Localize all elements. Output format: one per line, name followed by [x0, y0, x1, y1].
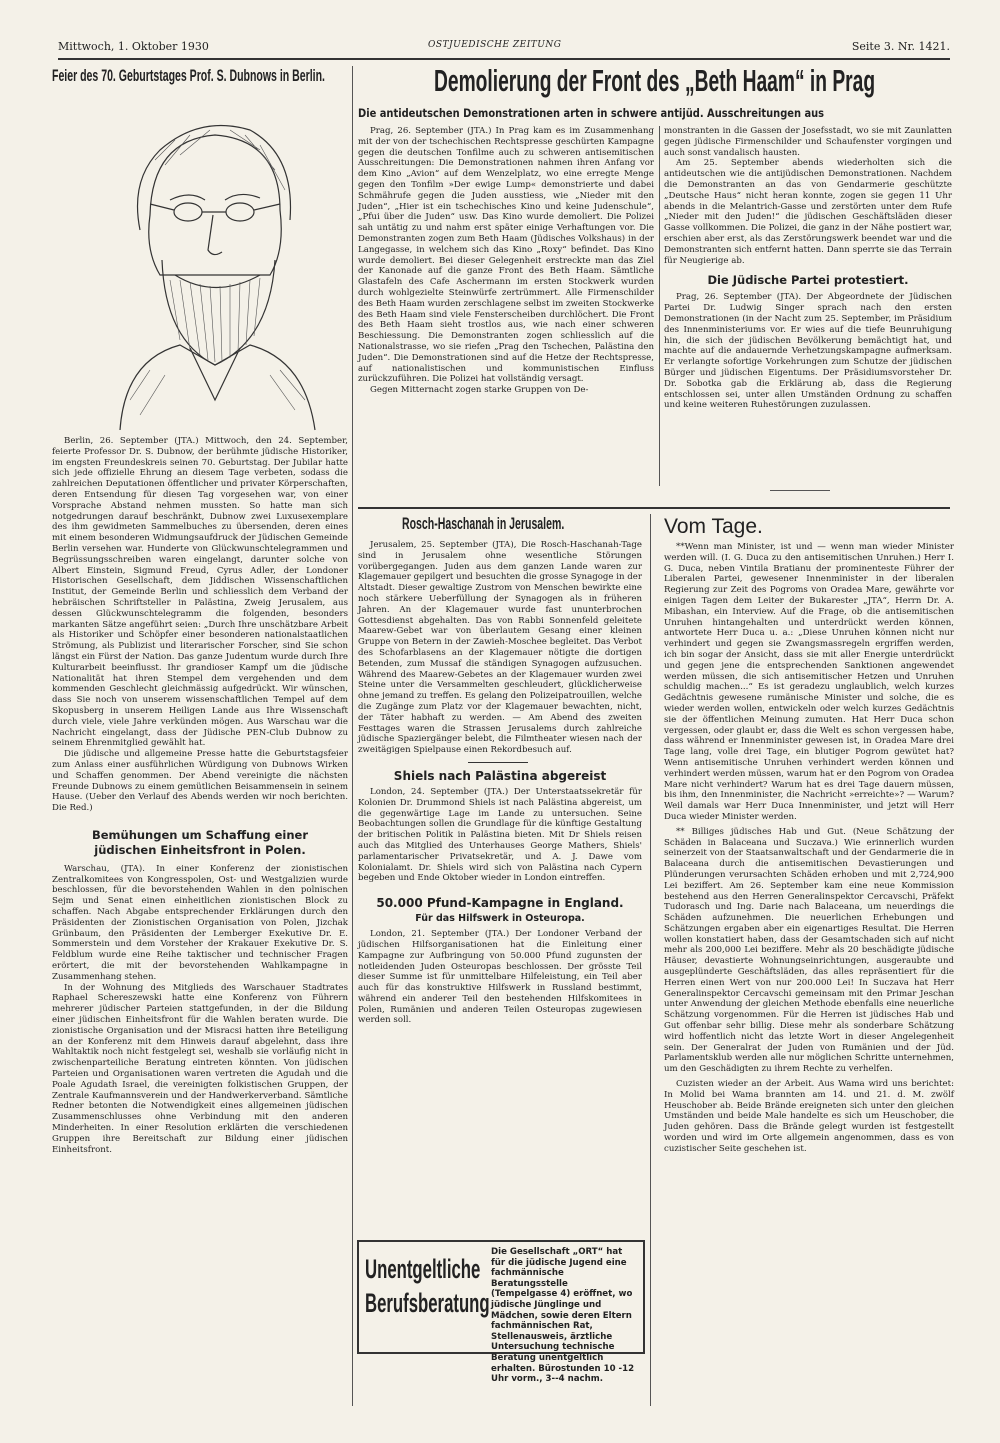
ort-advertisement — [357, 1240, 645, 1385]
section-rule — [358, 507, 950, 509]
party-protest-headline: Die Jüdische Partei protestiert. — [707, 273, 909, 288]
ad-body: Die Gesellschaft „ORT“ hat für die jüdische Jugend eine fachmännische Beratungsstelle (Tempelgasse 4) eröffnet, wo jüdische Jünglinge und Mädchen, sowie deren Eltern fachmännischen Rat, Stellenausweis, ärztliche Untersuchung technische Beratung unentgeltlich erhalten. Bürostunden 10 -12 Uhr vorm., 3--4 nachm. — [491, 1247, 635, 1385]
header-page-number: Seite 3. Nr. 1421. — [851, 40, 950, 53]
rosch-haschanah-headline: Rosch-Haschanah in Jerusalem. — [402, 514, 565, 533]
middle-column — [358, 514, 642, 1234]
prague-paragraph-3: monstranten in die Gassen der Josefsstadt, wo sie mit Zaunlatten gegen jüdische Firmenschilder und Schaufenster vorgingen und auch sonst vandalisch hausten. — [664, 126, 952, 158]
article-divider — [468, 762, 528, 763]
prague-headline: Demolierung der Front des „Beth Haam“ in Prag — [434, 63, 876, 98]
column-divider-top — [659, 126, 660, 486]
prague-headline-wrap — [362, 64, 952, 98]
header-masthead: OSTJUEDISCHE ZEITUNG — [428, 40, 562, 50]
prague-subheadline: Die antideutschen Demonstrationen arten in schwere antijüd. Ausschreitungen aus — [358, 106, 825, 120]
left-column-text — [52, 436, 348, 1406]
dubnow-paragraph-1: Berlin, 26. September (JTA.) Mittwoch, den 24. September, feierte Professor Dr. S. Dubnow, der berühmte jüdische Historiker, im engsten Freundeskreis seinen 70. Geburtstag. Der Jubilar hatte sich jede offizielle Ehrung an diesem Tage verbeten, sodass die zahlreichen Deputationen öffentlicher und privater Körperschaften, deren Entsendung für diesen Tag vorgesehen war, von einer Vorsprache Abstand nehmen mussten. So hatte man sich notgedrungen darauf beschränkt, Dubnow zwei Luxusexemplare des ihm gewidmeten Sammelbuches zu übersenden, deren eines mit einem besonderen Widmungsaufdruck der Jüdischen Gemeinde Berlin versehen war. Hunderte von Glückwunschtelegrammen und Begrüssungsschreiben waren eingelangt, darunter solche von Albert Einstein, Sigmund Freud, Cyrus Adler, der Londoner Historischen Gesellschaft, dem Jiddischen Wissenschaftlichen Institut, der Gemeinde Berlin und schliesslich dem Verband der hebräischen Schriftsteller in Palästina, Zweig Jerusalem, aus dessen Glückwunschtelegramm die folgenden, besonders markanten Sätze angeführt seien: „Durch Ihre unschätzbare Arbeit als Historiker und Schöpfer einer besonderen nationalstaatlichen Strömung, als Publizist und literarischer Forscher, sind Sie schon längst ein Fürst der Nation. Das ganze Judentum wurde durch Ihre Kulturarbeit beeinflusst. Ihr grandioser Kampf um die jüdische Nationalität hat ihren Stempel dem vergehenden und dem kommenden Geschlecht gleichmässig aufgedrückt. Wir wünschen, dass Sie noch von unserem wissenschaftlichen Tempel auf dem Skopusberg in unserem Heiligen Lande aus Ihre Wissenschaft durch viele, viele Jahre verkünden mögen. Aus Warschau war die Nachricht eingelangt, dass der Jüdische PEN-Club Dubnow zu seinem Ehrenmitglied gewählt hat. — [52, 436, 348, 749]
rosch-haschanah-paragraph: Jerusalem, 25. September (JTA), Die Rosch-Haschanah-Tage sind in Jerusalem ohne wesentliche Störungen vorübergegangen. Juden aus dem ganzen Lande waren zur Klagemauer gepilgert und besuchten die grosse Synagoge in der Altstadt. Dieser gewaltige Zustrom von Menschen bewirkte eine noch stärkere Ueberfüllung der Synagogen als in früheren Jahren. An der Klagemauer wurde fast ununterbrochen Gottesdienst abgehalten. Das von Rabbi Sonnenfeld geleitete Maarew-Gebet war von überlautem Gesang einer kleinen Gruppe von Betern in der Zawieh-Moschee begleitet. Das Verbot des Schofarblasens an der Klagemauer nötigte die dortigen Betenden, zum Mussaf die ständigen Synagogen aufzusuchen. Während des Maarew-Gebetes an der Klagemauer wurden zwei Steine unter die Versammelten geschleudert, glücklicherweise ohne jemand zu treffen. Es gelang den Polizeipatrouillen, welche die Zugänge zum Platz vor der Klagemauer bewachten, nicht, der Täter habhaft zu werden. — Am Abend des zweiten Festtages waren die Strassen Jerusalems durch zahlreiche jüdische Spaziergänger belebt, die Filmtheater wiesen nach der zweitägigen Spielpause einen Rekordbesuch auf. — [358, 540, 642, 756]
header-date: Mittwoch, 1. Oktober 1930 — [58, 40, 209, 53]
column-divider-right — [650, 514, 651, 1406]
prague-column-2 — [664, 126, 952, 488]
campaign-headline: 50.000 Pfund-Kampagne in England. — [376, 896, 624, 911]
campaign-paragraph: London, 21. September (JTA.) Der Londoner Verband der jüdischen Hilfsorganisationen hat die Einleitung einer Kampagne zur Aufbringung von 50.000 Pfund zugunsten der notleidenden Juden Osteuropas beschlossen. Der grösste Teil dieser Summe ist für unmittelbare Hilfeleistung, ein Teil aber auch für das konstruktive Hilfswerk in Russland bestimmt, während ein anderer Teil den bestehenden Hilfskomitees in Polen, Rumänien und anderen Teilen Osteuropas zugewiesen werden soll. — [358, 929, 642, 1026]
page-header — [58, 36, 950, 58]
prague-column-1 — [358, 126, 654, 504]
dubnow-paragraph-2: Die jüdische und allgemeine Presse hatte die Geburtstagsfeier zum Anlass einer ausführlichen Würdigung von Dubnows Wirken und Schaffen genommen. Der Abend vereinigte die nächsten Freunde Dubnows zu einem gemütlichen Beisammensein in seinem Hause. (Ueber den Verlauf des Abends werden wir noch berichten. Die Red.) — [52, 749, 348, 814]
balaceana-paragraph: ** Billiges jüdisches Hab und Gut. (Neue Schätzung der Schäden in Balaceana und Suczava.) Wie erinnerlich wurden seinerzeit von der Staatsanwaltschaft und der Gendarmerie die in Balaceana durch die antisemitischen Devastierungen und Plünderungen verursachten Schäden erhoben und mit 2,724,900 Lei beziffert. Am 26. September kam eine neue Kommission bestehend aus den Herren Generalinspektor Cercavschi, Präfekt Tudorasch und Ing. Darie nach Balaceana, um neuerdings die Schäden aufzunehmen. Die neuerlichen Erhebungen und Schätzungen ergaben aber ein eigenartiges Resultat. Die Herren wollen konstatiert haben, dass der Gesamtschaden sich auf nicht mehr als 200,000 Lei beziffere. Mehr als 20 beschädigte jüdische Häuser, devastierte Wohnungseinrichtungen, ausgeraubte und ausgeplünderte Geschäftsläden, das alles repräsentiert für die Herren einen Wert von nur 200.000 Lei! In Suczava hat Herr Generalinspektor Cercavschi gemeinsam mit den Primar Jeschan unter Anwendung der gleichen Methode ebenfalls eine neuerliche Schätzung vorgenommen. Für die Herren ist jüdisches Hab und Gut offenbar sehr billig. Diese mehr als sonderbare Schätzung wird hoffentlich nicht das letzte Wort in dieser Angelegenheit sein. Der Generalrat der Juden von Rumänien und der Jüd. Parlamentsklub werden alle nur möglichen Schritte unternehmen, um den Geschädigten zu ihrem Rechte zu verhelfen. — [664, 826, 954, 1075]
dubnow-portrait — [80, 100, 342, 430]
right-column — [664, 514, 954, 1406]
duca-paragraph: **Wenn man Minister, ist und — wenn man wieder Minister werden will. (I. G. Duca zu den antisemitischen Unruhen.) Herr I. G. Duca, neben Vintila Bratianu der prominenteste Führer der Liberalen Partei, gewesener Innenminister in der liberalen Regierung zur Zeit des Pogroms von Oradea Mare, gewährte vor einigen Tagen dem Leiter der Bukarester „JTA“, Herrn Dr. A. Mibashan, ein Interview. Auf die Frage, ob die antisemitischen Unruhen hintangehalten und unterdrückt werden können, antwortete Herr Duca u. a.: „Diese Unruhen können nicht nur verhindert und gegen sie Zwangsmassregeln ergriffen werden, ich bin sogar der Ansicht, dass sie mit aller Energie unterdrückt und gegen jene die entsprechenden Sanktionen angewendet werden müssen, die sich antisemitischer Hetzen und Unruhen schuldig machen...“ Es ist geradezu unglaublich, welch kurzes Gedächtnis gewesene rumänische Minister und solche, die es wieder werden wollen, entwickeln oder welch kurzes Gedächtnis sie der öffentlichen Meinung zumuten. Hat Herr Duca schon vergessen, oder glaubt er, dass die Welt es schon vergessen habe, dass während er Innenminister gewesen ist, in Oradea Mare drei Tage lang, volle drei Tage, ein blutiger Pogrom gewütet hat? Wenn antisemitische Unruhen verhindert werden können und verhindert werden müssen, warum hat er den Pogrom von Oradea Mare nicht verhindert? Warum hat es drei Tage dauern müssen, bis ihm, den Innenminister, die Nachricht »erreichte»? — Warum? Weil damals war Herr Duca Innenminister, und jetzt will Herr Duca wieder Minister werden. — [664, 542, 954, 822]
prague-paragraph-4: Am 25. September abends wiederholten sich die antideutschen wie die antijüdischen Demonstrationen. Nachdem die Demonstranten an das von Gendarmerie geschützte „Deutsche Haus“ nicht heran konnte, zogen sie gegen 11 Uhr abends in die Melantrich-Gasse und zerstörten unter dem Rufe „Nieder mit den Juden!“ die jüdischen Geschäftsläden dieser Gasse vollkommen. Die Polizei, die ganz in der Nähe postiert war, erschien aber erst, als das Zerstörungswerk beendet war und die Demonstranten sich entfernt hatten. Dann sperrte sie das Terrain für Neugierige ab. — [664, 158, 952, 266]
prague-subheadline-wrap — [358, 106, 958, 122]
prague-paragraph-1: Prag, 26. September (JTA.) In Prag kam es im Zusammenhang mit der von der tschechischen Rechtspresse geschürten Kampagne gegen die deutschen Tonfilme auch zu schweren antisemitischen Ausschreitungen: Die Demonstrationen nahmen ihren Anfang vor dem Kino „Avion“ auf dem Wenzelplatz, wo eine erregte Menge gegen den Tonfilm »Der ewige Lump« demonstrierte und dabei Schmährufe gegen die Juden ausstiess, wie „Nieder mit den Juden“, „Hier ist ein tschechisches Kino und keine Judenschule“, „Pfui über die Juden“ usw. Das Kino wurde demoliert. Die Polizei sah untätig zu und nahm erst später einige Verhaftungen vor. Die Demonstranten zogen zum Beth Haam (Jüdisches Volkshaus) in der Langegasse, in welchem sich das Kino „Roxy“ befindet. Das Kino wurde demoliert. Bei dieser Gelegenheit erstreckte man das Ziel der Kanonade auf die ganze Front des Beth Haam. Sämtliche Glastafeln des Cafe Aschermann im ersten Stockwerk wurden durch wohlgezielte Steinwürfe zertrümmert. Alle Firmenschilder des Beth Haam wurden zerschlagene selbst im zweiten Stockwerke des Beth Haam sind viele Fensterscheiben durchlöchert. Die Front des Beth Haam sieht trostlos aus, wie nach einer schweren Beschiessung. Die Demonstranten zogen schliesslich auf die Nationalstrasse, wo sie riefen „Prag den Tschechen, Palästina den Juden“. Die Demonstrationen sind auf die Hetze der Rechtspresse, auf nationalistischen und kommunistischen Einfluss zurückzuführen. Die Polizei hat vollständig versagt. — [358, 126, 654, 385]
shiels-paragraph: London, 24. September (JTA.) Der Unterstaatssekretär für Kolonien Dr. Drummond Shiels ist nach Palästina abgereist, um die gegenwärtige Lage im Lande zu untersuchen. Seine Beobachtungen sollen die Grundlage für die künftige Gestaltung der britischen Politik in Palästina bieten. Mit Dr Shiels reisen auch das Mitglied des Unterhauses George Mathers, Shiels' parlamentarischer Privatsekretär, und A. J. Dawe vom Kolonialamt. Dr. Shiels wird sich von Palästina nach Cypern begeben und Ende Oktober wieder in London eintreffen. — [358, 786, 642, 884]
poland-headline: Bemühungen um Schaffung einer jüdischen Einheitsfront in Polen. — [91, 827, 309, 857]
poland-paragraph-1: Warschau, (JTA). In einer Konferenz der zionistischen Zentralkomitees von Kongresspolen, Ost- und Westgalizien wurde beschlossen, für die bevorstehenden Wahlen in den polnischen Sejm und Senat einen einheitlichen zionistischen Block zu schaffen. Nach Abgabe entsprechender Erklärungen durch den Präsidenten der Zionistischen Organisation von Polen, Jizchak Grünbaum, den Präsidenten der Lemberger Exekutive Dr. E. Sommerstein und dem Vorsteher der Krakauer Exekutive Dr. S. Feldblum wurde eine Reihe taktischer und technischer Fragen erörtert, die mit der bevorstehenden Wahlkampagne in Zusammenhang stehen. — [52, 863, 348, 982]
vom-tage-headline: Vom Tage. — [664, 515, 763, 538]
dubnow-headline: Feier des 70. Geburtstages Prof. S. Dubnows in Berlin. — [52, 66, 325, 85]
campaign-subheadline: Für das Hilfswerk in Osteuropa. — [415, 913, 585, 925]
cuzisten-paragraph: Cuzisten wieder an der Arbeit. Aus Wama wird uns berichtet: In Molid bei Wama brannten am 14. und 21. d. M. zwölf Heuschober ab. Beide Brände ereigneten sich unter den gleichen Umständen und beide Male handelte es sich um Heuschober, die Juden gehören. Dass die Brände gelegt wurden ist festgestellt worden und wird im Orte allgemein angenommen, dass es von cuzistischer Seite geschehen ist. — [664, 1079, 954, 1154]
party-protest-paragraph: Prag, 26. September (JTA). Der Abgeordnete der Jüdischen Partei Dr. Ludwig Singer sprach nach den ersten Demonstrationen (in der Nacht zum 25. September, im Präsidium des Innenministeriums vor. Er wies auf die tiefe Beunruhigung hin, die sich der jüdischen Bevölkerung bemächtigt hat, und machte auf die andauernde Verhetzungskampagne aufmerksam. Er verlangte sofortige Vorkehrungen zum Schutze der jüdischen Bürger und jüdischen Eigentums. Der Präsidiumsvorsteher Dr. Dr. Sobotka gab die Erklärung ab, dass die Regierung entschlossen sei, unter allen Umständen Ordnung zu schaffen und keine weiteren Ruhestörungen zuzulassen. — [664, 292, 952, 411]
prague-paragraph-2: Gegen Mitternacht zogen starke Gruppen von De- — [370, 385, 589, 396]
header-rule — [58, 58, 950, 60]
shiels-headline: Shiels nach Palästina abgereist — [393, 768, 607, 783]
ad-title-line-2: Berufsberatung — [365, 1288, 490, 1318]
ad-title-line-1: Unentgeltliche — [365, 1254, 481, 1284]
poland-paragraph-2: In der Wohnung des Mitglieds des Warschauer Stadtrates Raphael Schereszewski hatte eine Konferenz von Führern mehrerer jüdischer Parteien stattgefunden, in der die Bildung einer jüdischen Einheitsfront für die Wahlen beraten wurde. Die zionistische Organisation und der Misracsi hatten ihre Beteiligung an der Konferenz mit dem Hinweis darauf abgelehnt, dass ihre Wahltaktik noch nicht festgelegt sei, weshalb sie vorläufig nicht in zwischenparteiliche Beratung eintreten könnten. Von jüdischen Parteien und Organisationen waren vertreten die Agudah und die Poale Agudath Israel, die vereinigten folkistischen Gruppen, der Zentrale Kaufmannsverein und der Handwerkerverband. Sämtliche Redner betonten die Notwendigkeit eines allgemeinen jüdischen Zusammenschlusses ohne Verbindung mit den anderen Minderheiten. In einer Resolution erklärten die verschiedenen Gruppen ihre Bereitschaft zur Bildung einer jüdischen Einheitsfront. — [52, 982, 348, 1155]
column-divider-left — [352, 66, 353, 1406]
short-rule — [770, 490, 830, 491]
